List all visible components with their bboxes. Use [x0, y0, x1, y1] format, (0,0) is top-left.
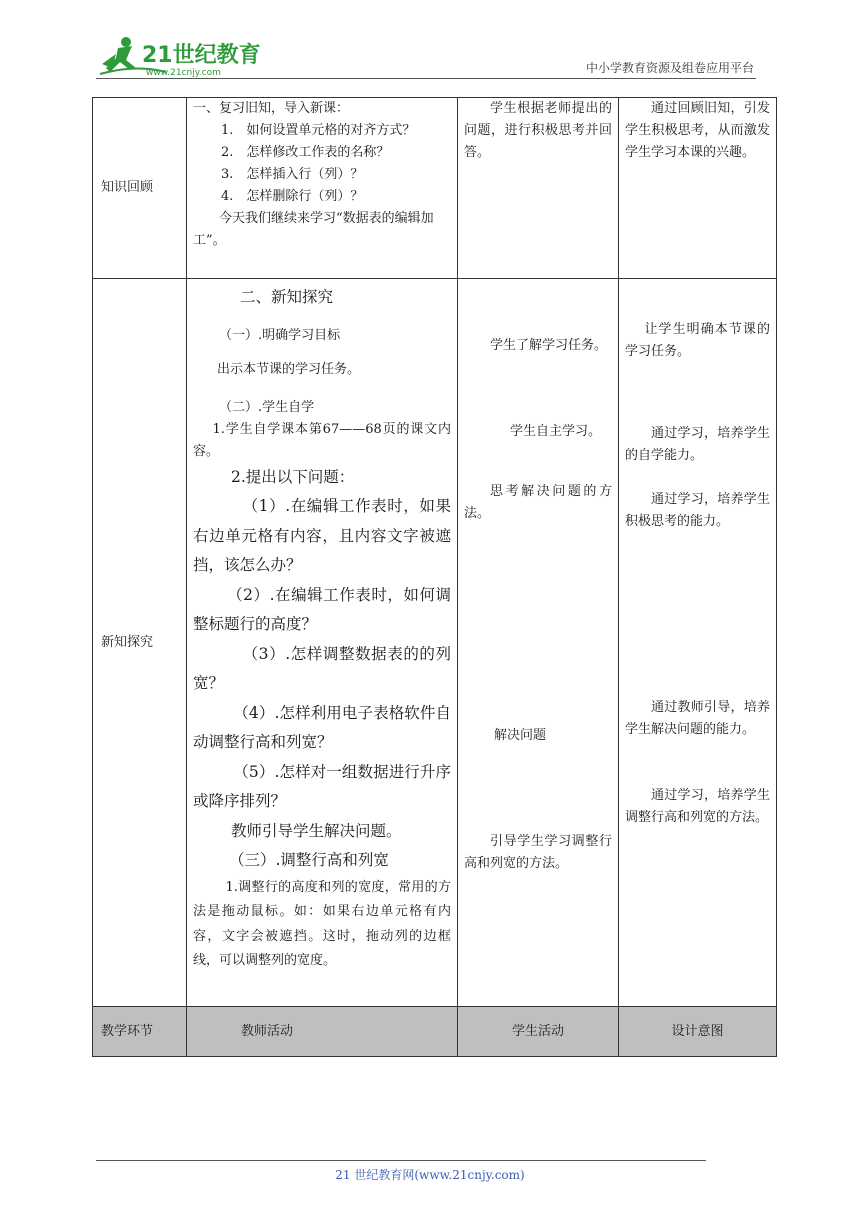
- review-item: 1. 如何设置单元格的对齐方式？: [221, 123, 416, 138]
- review-item: 3. 怎样插入行（列）？: [221, 167, 364, 182]
- review-intro: 一、复习旧知，导入新课：: [193, 101, 350, 116]
- subsection-adjust: （三）.调整行高和列宽: [229, 851, 389, 869]
- logo-text: 21世纪教育: [142, 43, 261, 68]
- question-item: （5）.怎样对一组数据进行升序或降序排列？: [193, 762, 451, 810]
- table-row: [93, 98, 777, 279]
- footer-link[interactable]: 21 世纪教育网(www.21cnjy.com): [335, 1168, 525, 1182]
- footer-divider: [96, 1160, 706, 1161]
- teacher-cell: [187, 98, 458, 279]
- adjust-text: 1.调整行的高度和列的宽度，常用的方法是拖动鼠标。如：如果右边单元格有内容，文字会被遮挡。这时，拖动列的边框线，可以调整列的宽度。: [193, 879, 451, 968]
- stage-cell: 知识回顾: [93, 98, 187, 279]
- header-design: 设计意图: [619, 1007, 777, 1057]
- review-outro: 今天我们继续来学习“数据表的编辑加工”。: [193, 211, 434, 248]
- stage-cell: 新知探究: [93, 279, 187, 1007]
- student-text: 学生了解学习任务。: [490, 338, 608, 353]
- subsection-self-study: （二）.学生自学: [219, 399, 315, 415]
- student-text: 解决问题: [494, 728, 547, 743]
- question-item: （3）.怎样调整数据表的的列宽？: [193, 644, 451, 692]
- student-text: 思考解决问题的方法。: [464, 484, 612, 521]
- design-text: 通过回顾旧知，引发学生积极思考，从而激发学生学习本课的兴趣。: [625, 101, 770, 160]
- lesson-table: [92, 97, 777, 1057]
- self-study-text: 1.学生自学课本第67——68页的课文内容。: [193, 421, 451, 459]
- section-heading: 二、新知探究: [240, 288, 334, 306]
- logo-url: www.21cnjy.com: [146, 68, 221, 78]
- header-teacher: 教师活动: [187, 1007, 458, 1057]
- page-header: [0, 0, 860, 80]
- student-text: 学生根据老师提出的问题，进行积极思考并回答。: [464, 101, 612, 160]
- platform-name: 中小学教育资源及组卷应用平台: [585, 61, 754, 75]
- design-cell: [619, 98, 777, 279]
- design-text: 通过学习，培养学生积极思考的能力。: [625, 492, 770, 529]
- teacher-cell: [187, 279, 458, 1007]
- table-header-row: [93, 1007, 777, 1057]
- goal-text: 出示本节课的学习任务。: [217, 361, 361, 377]
- design-text: 让学生明确本节课的学习任务。: [625, 322, 770, 359]
- header-stage: 教学环节: [93, 1007, 187, 1057]
- table-row: [93, 279, 777, 1007]
- question-item: （2）.在编辑工作表时，如何调整标题行的高度？: [193, 585, 451, 633]
- question-item: （4）.怎样利用电子表格软件自动调整行高和列宽？: [193, 703, 451, 751]
- header-student: 学生活动: [458, 1007, 619, 1057]
- student-cell: [458, 98, 619, 279]
- question-item: （1）.在编辑工作表时，如果右边单元格有内容，且内容文字被遮挡，该怎么办？: [193, 497, 451, 574]
- student-text: 学生自主学习。: [510, 424, 602, 439]
- design-text: 通过学习，培养学生的自学能力。: [625, 426, 770, 463]
- design-text: 通过教师引导，培养学生解决问题的能力。: [625, 700, 770, 737]
- review-item: 2. 怎样修改工作表的名称？: [221, 145, 390, 160]
- design-cell: [619, 279, 777, 1007]
- logo-21cnjy-icon: [96, 34, 266, 78]
- subsection-goal: （一）.明确学习目标: [219, 327, 341, 343]
- guide-text: 教师引导学生解决问题。: [231, 821, 402, 840]
- student-cell: [458, 279, 619, 1007]
- design-text: 通过学习，培养学生调整行高和列宽的方法。: [625, 788, 770, 825]
- questions-intro: 2.提出以下问题：: [231, 467, 355, 486]
- header-divider: [96, 78, 756, 79]
- review-item: 4. 怎样删除行（列）？: [221, 189, 364, 204]
- student-text: 引导学生学习调整行高和列宽的方法。: [464, 834, 612, 871]
